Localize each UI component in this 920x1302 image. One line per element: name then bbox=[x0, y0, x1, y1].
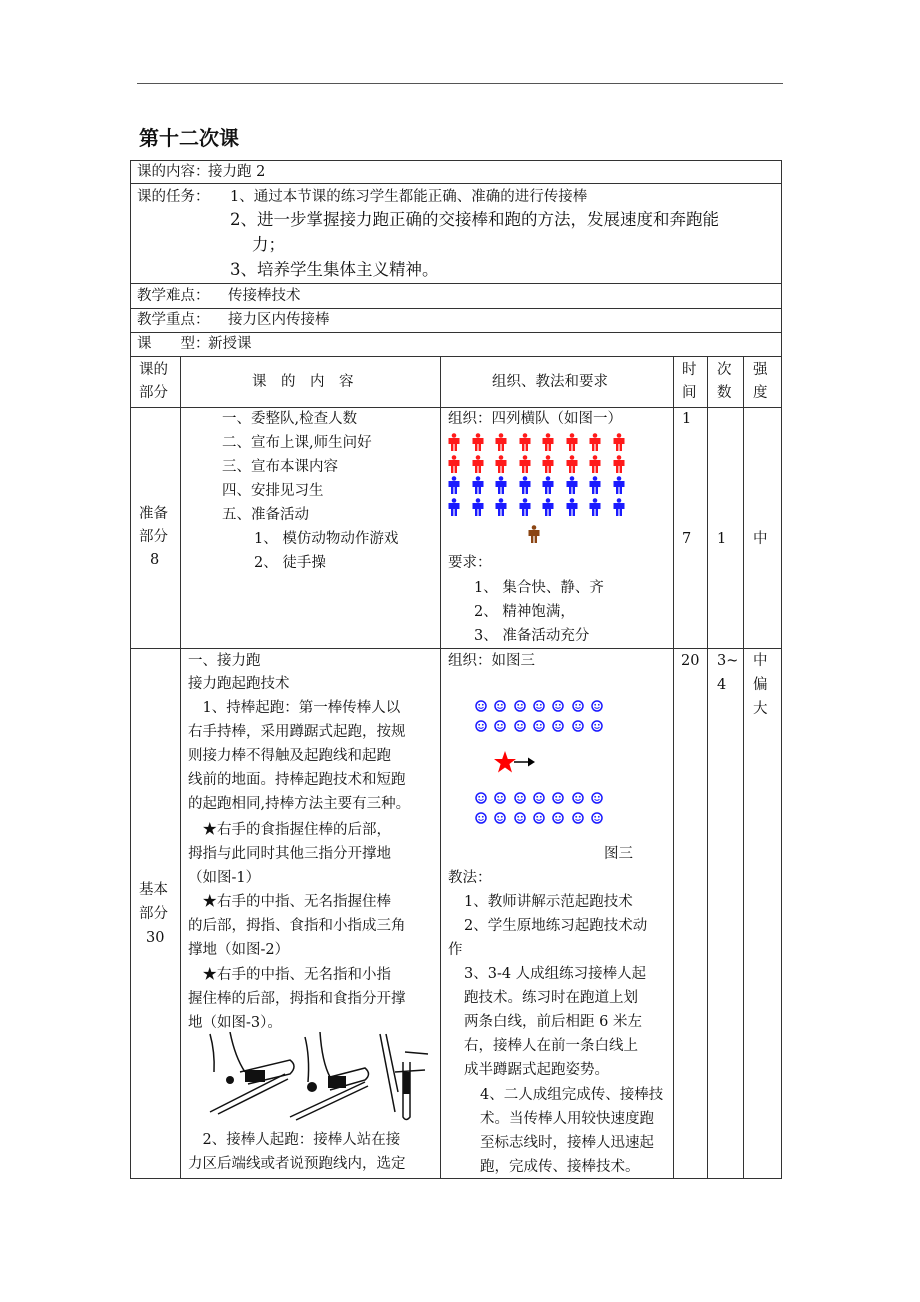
student-smiley-icon bbox=[591, 792, 603, 804]
student-smiley-icon bbox=[475, 792, 487, 804]
header-part: 部分 bbox=[139, 385, 168, 401]
student-smiley-icon bbox=[591, 812, 603, 824]
prep-time: 1 bbox=[682, 411, 692, 427]
student-smiley-icon bbox=[572, 812, 584, 824]
text-line: 撑地（如图-2） bbox=[188, 942, 290, 958]
student-smiley-icon bbox=[533, 812, 545, 824]
student-icon-blue bbox=[472, 498, 484, 516]
header-content: 课 的 内 容 bbox=[252, 374, 354, 390]
student-smiley-icon bbox=[533, 792, 545, 804]
text-line: 线前的地面。持棒起跑技术和短跑 bbox=[188, 772, 406, 788]
student-smiley-icon bbox=[494, 812, 506, 824]
content-value: 接力跑 2 bbox=[208, 164, 266, 180]
header-rule bbox=[137, 83, 783, 84]
basic-method-title: 教法： bbox=[448, 870, 492, 886]
text-line: 地（如图-3）。 bbox=[188, 1015, 282, 1031]
student-icon-red bbox=[519, 433, 531, 451]
student-icon-blue bbox=[519, 498, 531, 516]
task-item: 2、进一步掌握接力跑正确的交接棒和跑的方法，发展速度和奔跑能 bbox=[230, 210, 719, 229]
text-line: 2、接棒人起跑：接棒人站在接 bbox=[188, 1132, 401, 1148]
task-item: 力； bbox=[252, 235, 285, 254]
text-line: 成半蹲踞式起跑姿势。 bbox=[464, 1062, 609, 1078]
prep-item: 2、 徒手操 bbox=[254, 555, 326, 571]
header-intensity: 强 bbox=[753, 362, 768, 378]
col-divider bbox=[707, 356, 708, 1178]
header-intensity: 度 bbox=[753, 385, 768, 401]
header-time: 间 bbox=[682, 385, 697, 401]
student-icon-blue bbox=[613, 476, 625, 494]
student-smiley-icon bbox=[591, 700, 603, 712]
difficulty-label: 教学难点： bbox=[137, 288, 210, 304]
prep-req-title: 要求： bbox=[448, 555, 492, 571]
task-item: 1、通过本节课的练习学生都能正确、准确的进行传接棒 bbox=[230, 189, 588, 205]
student-icon-blue bbox=[448, 498, 460, 516]
text-line: 跑，完成传、接棒技术。 bbox=[480, 1159, 640, 1175]
row-divider bbox=[130, 283, 782, 284]
row-divider bbox=[130, 183, 782, 184]
content-label: 课的内容： bbox=[137, 164, 210, 180]
table-border bbox=[781, 160, 782, 1179]
student-icon-blue bbox=[495, 476, 507, 494]
student-icon-blue bbox=[566, 476, 578, 494]
text-line: （如图-1） bbox=[188, 870, 261, 886]
table-border bbox=[130, 160, 131, 1179]
student-smiley-icon bbox=[494, 700, 506, 712]
student-icon-red bbox=[472, 433, 484, 451]
basic-intensity: 偏 bbox=[753, 677, 768, 693]
type-value: 新授课 bbox=[208, 336, 252, 352]
student-icon-blue bbox=[613, 498, 625, 516]
basic-count: 4 bbox=[717, 677, 727, 693]
row-divider bbox=[130, 356, 782, 357]
task-label: 课的任务： bbox=[137, 189, 210, 205]
student-smiley-icon bbox=[494, 720, 506, 732]
student-smiley-icon bbox=[572, 720, 584, 732]
student-smiley-icon bbox=[514, 700, 526, 712]
text-line: 力区后端线或者说预跑线内，选定 bbox=[188, 1156, 406, 1172]
header-time: 时 bbox=[682, 362, 697, 378]
student-icon-blue bbox=[589, 498, 601, 516]
header-method: 组织、教法和要求 bbox=[492, 374, 608, 390]
table-border bbox=[130, 1178, 782, 1179]
student-icon-red bbox=[566, 455, 578, 473]
student-smiley-icon bbox=[475, 700, 487, 712]
basic-part: 基本 bbox=[139, 882, 168, 898]
header-part: 课的 bbox=[139, 362, 168, 378]
prep-item: 一、委整队,检查人数 bbox=[222, 411, 358, 427]
basic-intensity: 大 bbox=[753, 701, 768, 717]
baton-grip-illustrations bbox=[200, 1032, 430, 1122]
student-smiley-icon bbox=[572, 792, 584, 804]
student-smiley-icon bbox=[514, 812, 526, 824]
text-line: 的后部，拇指、食指和小指成三角 bbox=[188, 918, 406, 934]
student-icon-red bbox=[566, 433, 578, 451]
col-divider bbox=[180, 356, 181, 1178]
student-icon-blue bbox=[472, 476, 484, 494]
prep-req-item: 2、 精神饱满， bbox=[474, 604, 575, 620]
text-line: 则接力棒不得触及起跑线和起跑 bbox=[188, 748, 391, 764]
student-icon-red bbox=[542, 455, 554, 473]
student-icon-blue bbox=[566, 498, 578, 516]
row-divider bbox=[130, 407, 782, 408]
text-line: 握住棒的后部，拇指和食指分开撑 bbox=[188, 991, 406, 1007]
difficulty-value: 传接棒技术 bbox=[228, 288, 301, 304]
student-icon-red bbox=[542, 433, 554, 451]
table-border bbox=[130, 160, 782, 161]
text-line: 拇指与此同时其他三指分开撑地 bbox=[188, 846, 391, 862]
page-title: 第十二次课 bbox=[139, 126, 239, 150]
arrow-right-icon bbox=[514, 756, 536, 772]
text-line: ★右手的中指、无名指和小指 bbox=[188, 967, 391, 983]
text-line: 右，接棒人在前一条白线上 bbox=[464, 1038, 638, 1054]
student-icon-red bbox=[448, 433, 460, 451]
student-icon-blue bbox=[519, 476, 531, 494]
text-line: 的起跑相同,持棒方法主要有三种。 bbox=[188, 796, 411, 812]
prep-org-title: 组织：四列横队（如图一） bbox=[448, 411, 622, 427]
student-smiley-icon bbox=[533, 720, 545, 732]
prep-count: 1 bbox=[717, 531, 727, 547]
prep-item: 二、宣布上课,师生问好 bbox=[222, 435, 372, 451]
text-line: 至标志线时，接棒人迅速起 bbox=[480, 1135, 654, 1151]
prep-req-item: 3、 准备活动充分 bbox=[474, 628, 590, 644]
student-icon-blue bbox=[542, 498, 554, 516]
text-line: 跑技术。练习时在跑道上划 bbox=[464, 990, 638, 1006]
text-line: 右手持棒，采用蹲踞式起跑，按规 bbox=[188, 724, 406, 740]
student-icon-red bbox=[495, 433, 507, 451]
prep-item: 四、安排见习生 bbox=[222, 483, 324, 499]
student-icon-red bbox=[448, 455, 460, 473]
prep-part: 准备 bbox=[139, 506, 168, 522]
col-divider bbox=[743, 356, 744, 1178]
student-icon-red bbox=[613, 455, 625, 473]
student-smiley-icon bbox=[514, 792, 526, 804]
prep-item: 五、准备活动 bbox=[222, 507, 309, 523]
row-divider bbox=[130, 308, 782, 309]
header-count: 次 bbox=[717, 362, 732, 378]
student-icon-red bbox=[495, 455, 507, 473]
student-smiley-icon bbox=[514, 720, 526, 732]
type-label: 课 型： bbox=[137, 336, 210, 352]
basic-intensity: 中 bbox=[753, 653, 768, 669]
basic-time: 20 bbox=[681, 653, 700, 669]
student-icon-red bbox=[472, 455, 484, 473]
row-divider bbox=[130, 648, 782, 649]
basic-part: 30 bbox=[146, 930, 165, 946]
student-smiley-icon bbox=[591, 720, 603, 732]
prep-item: 三、宣布本课内容 bbox=[222, 459, 338, 475]
teacher-icon bbox=[528, 525, 540, 543]
prep-part: 部分 bbox=[139, 529, 168, 545]
text-line: ★右手的食指握住棒的后部， bbox=[188, 822, 391, 838]
prep-time: 7 bbox=[682, 531, 692, 547]
text-line: 2、学生原地练习起跑技术动 bbox=[464, 918, 648, 934]
text-line: 3、3-4 人成组练习接棒人起 bbox=[464, 966, 647, 982]
task-item: 3、培养学生集体主义精神。 bbox=[230, 260, 439, 279]
student-smiley-icon bbox=[572, 700, 584, 712]
text-line: 术。当传棒人用较快速度跑 bbox=[480, 1111, 654, 1127]
student-icon-blue bbox=[448, 476, 460, 494]
text-line: 4、二人成组完成传、接棒技 bbox=[480, 1087, 664, 1103]
basic-count: 3~ bbox=[717, 653, 739, 669]
student-icon-red bbox=[519, 455, 531, 473]
col-divider bbox=[673, 356, 674, 1178]
prep-req-item: 1、 集合快、静、齐 bbox=[474, 580, 604, 596]
student-smiley-icon bbox=[475, 812, 487, 824]
prep-part: 8 bbox=[150, 552, 160, 568]
key-point-value: 接力区内传接棒 bbox=[228, 312, 330, 328]
student-smiley-icon bbox=[552, 812, 564, 824]
row-divider bbox=[130, 332, 782, 333]
text-line: 一、接力跑 bbox=[188, 653, 261, 669]
text-line: 接力跑起跑技术 bbox=[188, 676, 290, 692]
student-smiley-icon bbox=[552, 720, 564, 732]
student-icon-blue bbox=[495, 498, 507, 516]
student-icon-red bbox=[589, 433, 601, 451]
student-icon-red bbox=[589, 455, 601, 473]
figure-caption: 图三 bbox=[604, 846, 633, 862]
text-line: 1、教师讲解示范起跑技术 bbox=[464, 894, 633, 910]
prep-item: 1、 模仿动物动作游戏 bbox=[254, 531, 399, 547]
student-icon-blue bbox=[589, 476, 601, 494]
text-line: ★右手的中指、无名指握住棒 bbox=[188, 894, 391, 910]
student-smiley-icon bbox=[552, 792, 564, 804]
student-smiley-icon bbox=[533, 700, 545, 712]
basic-org-title: 组织：如图三 bbox=[448, 653, 535, 669]
text-line: 两条白线，前后相距 6 米左 bbox=[464, 1014, 642, 1030]
prep-intensity: 中 bbox=[753, 531, 768, 547]
student-icon-blue bbox=[542, 476, 554, 494]
student-icon-red bbox=[613, 433, 625, 451]
student-smiley-icon bbox=[494, 792, 506, 804]
key-point-label: 教学重点： bbox=[137, 312, 210, 328]
basic-part: 部分 bbox=[139, 906, 168, 922]
student-smiley-icon bbox=[475, 720, 487, 732]
text-line: 1、持棒起跑：第一棒传棒人以 bbox=[188, 700, 401, 716]
header-count: 数 bbox=[717, 385, 732, 401]
text-line: 作 bbox=[448, 942, 463, 958]
col-divider bbox=[440, 356, 441, 1178]
student-smiley-icon bbox=[552, 700, 564, 712]
